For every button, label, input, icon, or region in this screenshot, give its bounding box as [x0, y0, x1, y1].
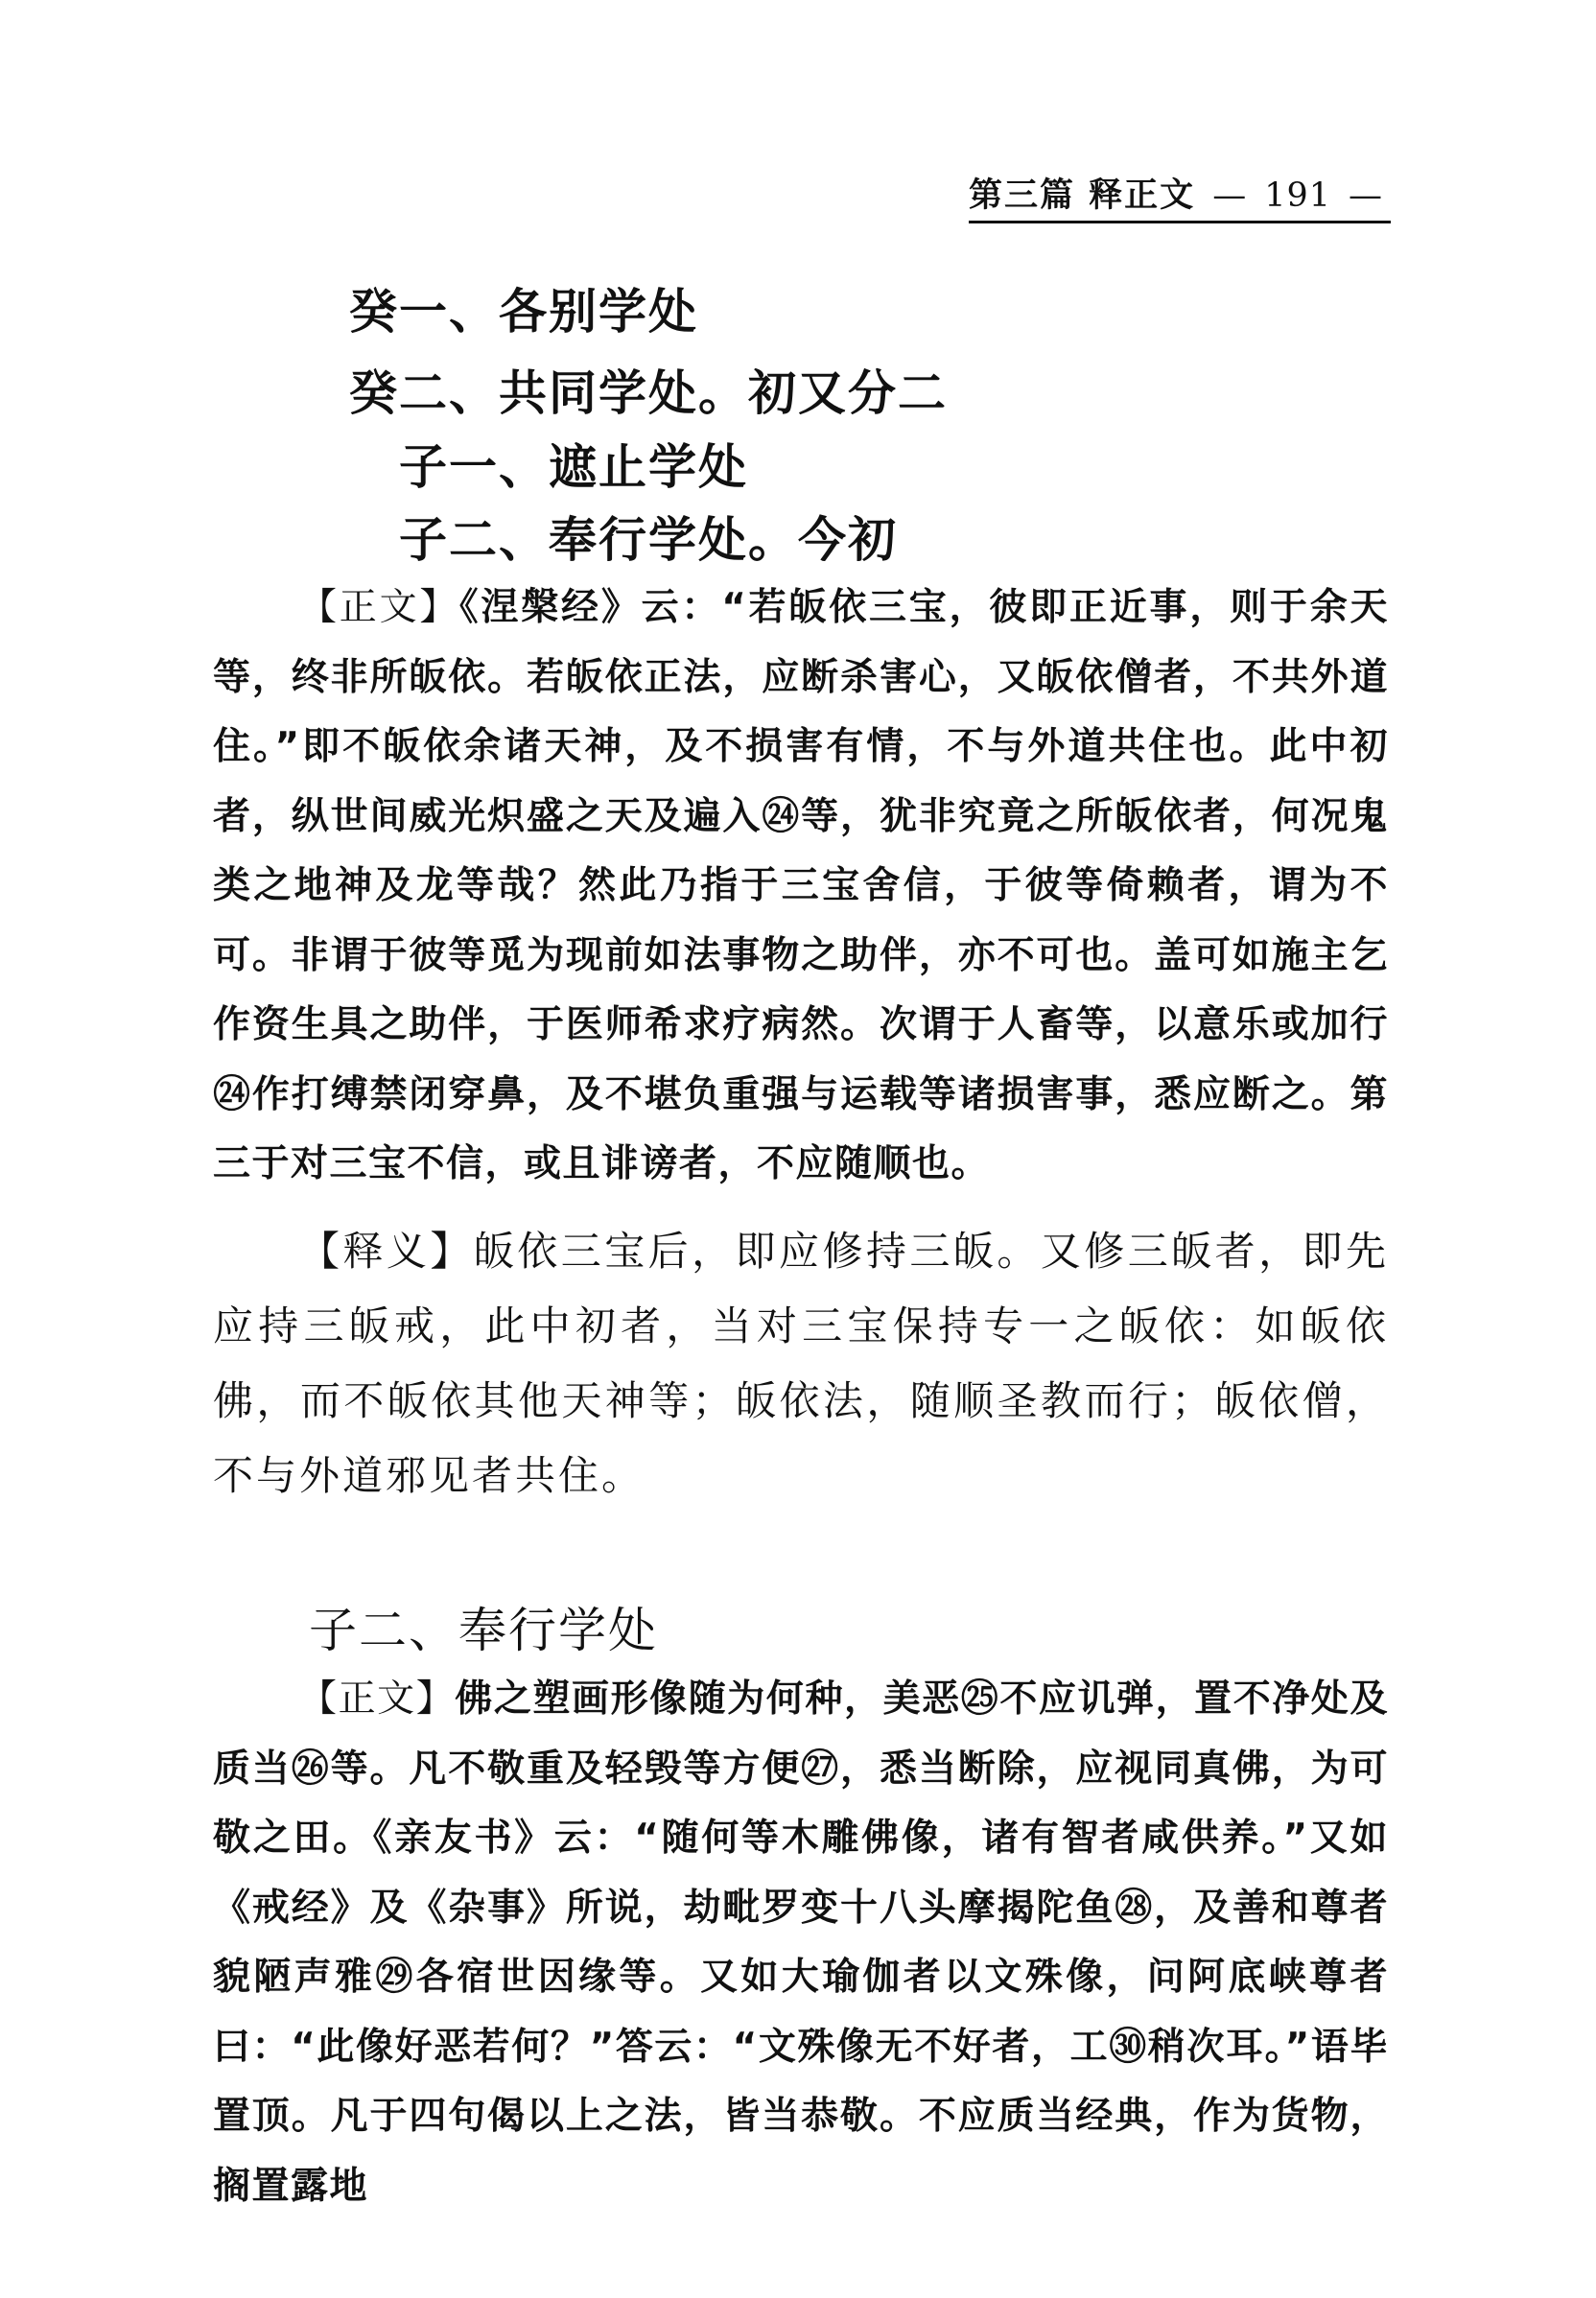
- dash-left: —: [1212, 176, 1248, 215]
- heading-zi-2: 子二、奉行学处: [309, 1603, 658, 1658]
- heading-gui-1: 癸一、各别学处: [349, 284, 698, 340]
- commentary-paragraph: [213, 1214, 1389, 1513]
- heading-zi-1: 子一、遮止学处: [399, 439, 748, 495]
- section-marker: 【正文】: [299, 1677, 456, 1721]
- heading-zi-2-intro: 子二、奉行学处。今初: [399, 512, 898, 568]
- section-marker: 【释义】: [299, 1228, 474, 1275]
- chapter-title: 第三篇 释正文: [969, 176, 1196, 215]
- running-header: [969, 169, 1391, 223]
- paragraph-text: 皈依三宝后，即应修持三皈。又修三皈者，即先应持三皈戒，此中初者，当对三宝保持专一之皈依：如皈依佛，而不皈依其他天神等；皈依法，随顺圣教而行；皈依僧，不与外道邪见者共住。: [213, 1228, 1389, 1499]
- paragraph-text: 《涅槃经》云：“若皈依三宝，彼即正近事，则于余天等，终非所皈依。若皈依正法，应断杀害心，又皈依僧者，不共外道住。”即不皈依余诸天神，及不损害有情，不与外道共住也。此中初者，纵世间威光炽盛之天及遍入㉔等，犹非究竟之所皈依者，何况鬼类之地神及龙等哉？然此乃指于三宝舍信，于彼等倚赖者，谓为不可。非谓于彼等觅为现前如法事物之助伴，亦不可也。盖可如施主乞作资生具之助伴，于医师希求疗病然。次谓于人畜等，以意乐或加行㉔作打缚禁闭穿鼻，及不堪负重强与运载等诸损害事，悉应断之。第三于对三宝不信，或且诽谤者，不应随顺也。: [213, 586, 1389, 1185]
- root-text-paragraph-1: [213, 574, 1389, 1200]
- root-text-paragraph-2: [213, 1665, 1389, 2221]
- dash-right: —: [1349, 176, 1383, 215]
- page-number: 191: [1264, 176, 1331, 215]
- paragraph-text: 佛之塑画形像随为何种，美恶㉕不应讥弹，置不净处及质当㉖等。凡不敬重及轻毁等方便㉗，悉当断除，应视同真佛，为可敬之田。《亲友书》云：“随何等木雕佛像，诸有智者咸供养。”又如《戒经》及《杂事》所说，劫毗罗变十八头摩揭陀鱼㉘，及善和尊者貌陋声雅㉙各宿世因缘等。又如大瑜伽者以文殊像，问阿底峡尊者曰：“此像好恶若何？”答云：“文殊像无不好者，工㉚稍次耳。”语毕置顶。凡于四句偈以上之法，皆当恭敬。不应质当经典，作为货物，搁置露地: [213, 1677, 1389, 2208]
- heading-gui-2: 癸二、共同学处。初又分二: [349, 365, 948, 421]
- section-marker: 【正文】: [299, 586, 460, 629]
